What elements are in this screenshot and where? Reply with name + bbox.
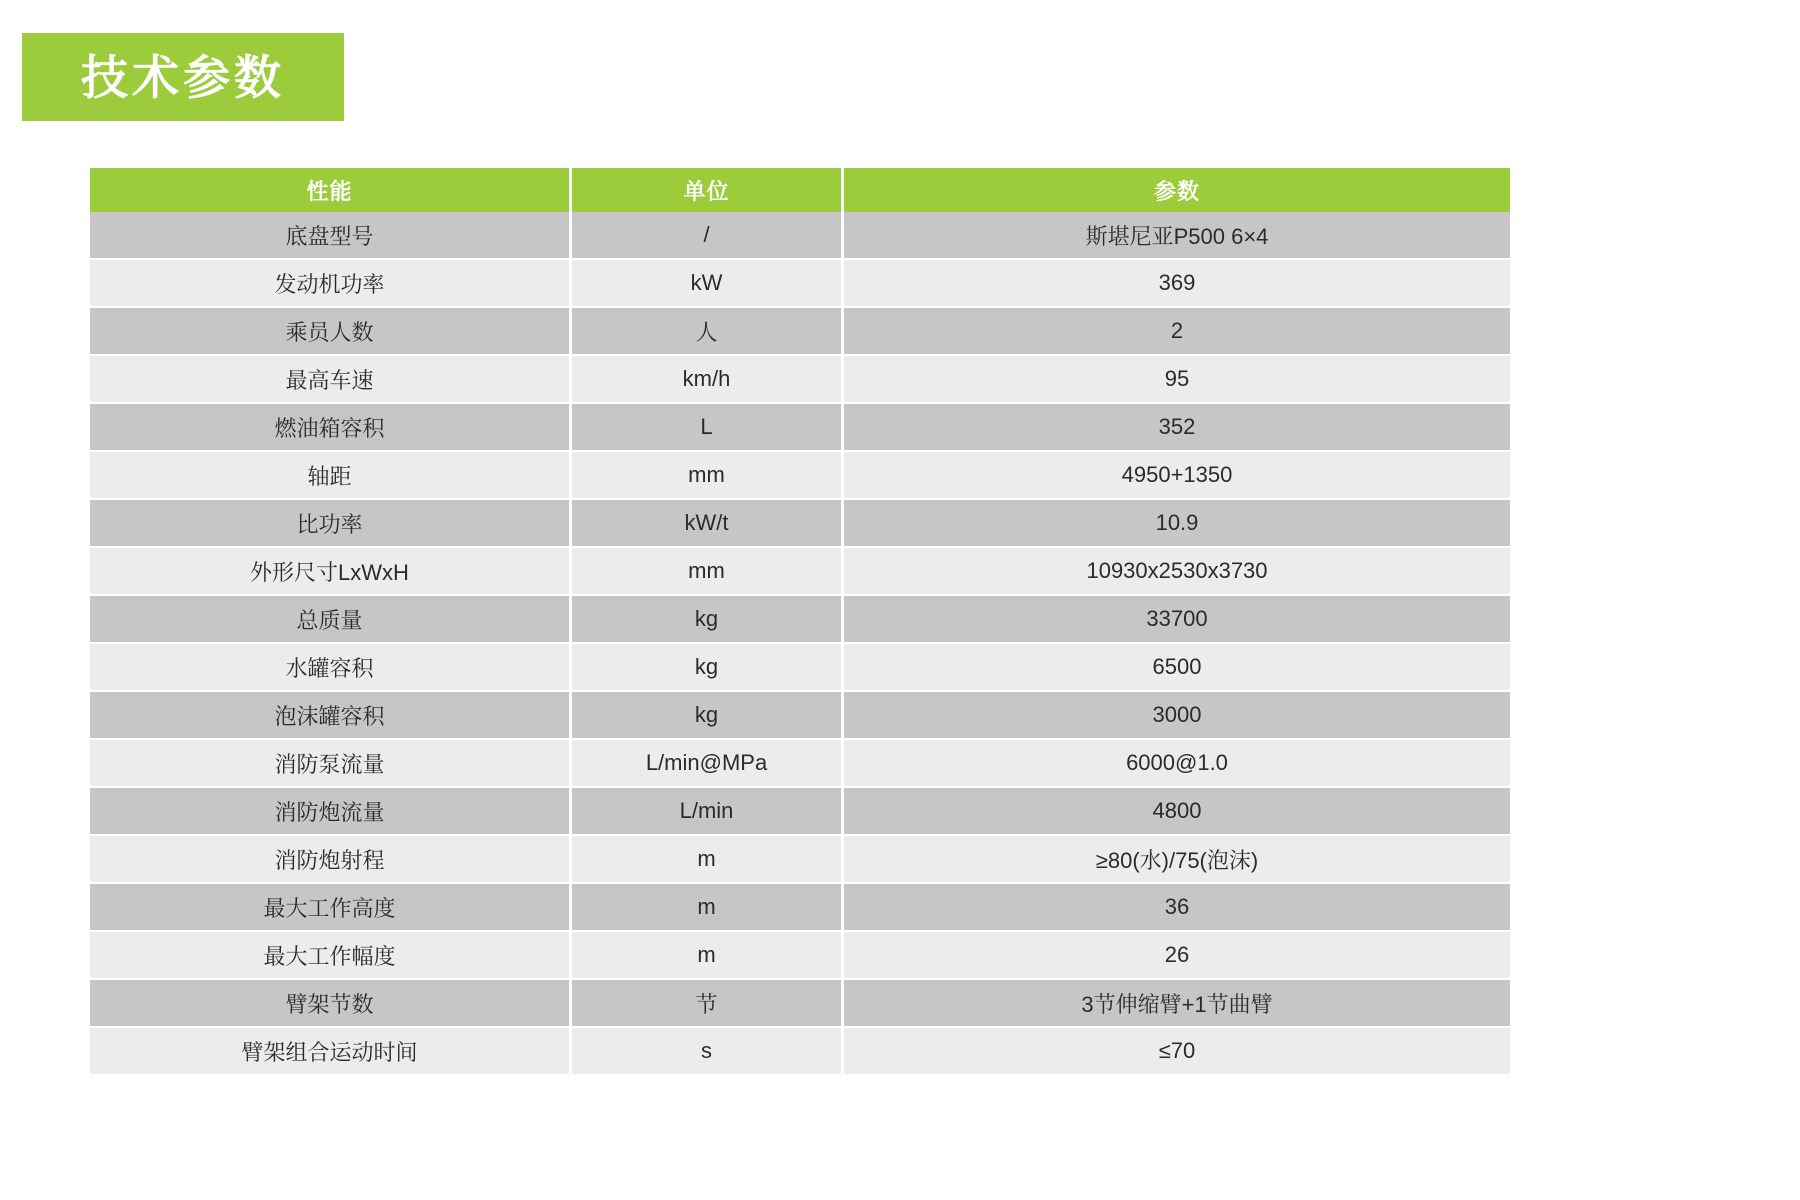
cell-performance: 发动机功率 (90, 260, 572, 308)
cell-value: 33700 (844, 596, 1510, 644)
column-header-performance: 性能 (90, 168, 572, 212)
cell-performance: 乘员人数 (90, 308, 572, 356)
cell-performance: 底盘型号 (90, 212, 572, 260)
cell-performance: 消防泵流量 (90, 740, 572, 788)
table-header-row (90, 168, 1510, 212)
cell-unit: kW/t (572, 500, 844, 548)
table-row (90, 1028, 1510, 1076)
cell-value: 352 (844, 404, 1510, 452)
cell-unit: m (572, 884, 844, 932)
table-row (90, 644, 1510, 692)
cell-unit: 节 (572, 980, 844, 1028)
cell-value: 6500 (844, 644, 1510, 692)
cell-unit: mm (572, 452, 844, 500)
table-row (90, 884, 1510, 932)
cell-value: 95 (844, 356, 1510, 404)
cell-performance: 外形尺寸LxWxH (90, 548, 572, 596)
table-row (90, 548, 1510, 596)
cell-unit: kg (572, 692, 844, 740)
cell-value: 10930x2530x3730 (844, 548, 1510, 596)
cell-unit: m (572, 836, 844, 884)
cell-performance: 泡沫罐容积 (90, 692, 572, 740)
table-body (90, 212, 1510, 1076)
cell-unit: L/min (572, 788, 844, 836)
table-row (90, 500, 1510, 548)
cell-performance: 轴距 (90, 452, 572, 500)
cell-value: 4950+1350 (844, 452, 1510, 500)
cell-unit: s (572, 1028, 844, 1076)
table-row (90, 452, 1510, 500)
cell-value: 26 (844, 932, 1510, 980)
cell-value: ≤70 (844, 1028, 1510, 1076)
cell-unit: kW (572, 260, 844, 308)
table-row (90, 260, 1510, 308)
cell-value: 3节伸缩臂+1节曲臂 (844, 980, 1510, 1028)
cell-performance: 最大工作高度 (90, 884, 572, 932)
cell-unit: L/min@MPa (572, 740, 844, 788)
cell-value: 斯堪尼亚P500 6×4 (844, 212, 1510, 260)
column-header-unit: 单位 (572, 168, 844, 212)
cell-performance: 臂架组合运动时间 (90, 1028, 572, 1076)
table-row (90, 836, 1510, 884)
cell-unit: kg (572, 644, 844, 692)
column-header-parameter: 参数 (844, 168, 1510, 212)
table-row (90, 212, 1510, 260)
table-row (90, 308, 1510, 356)
cell-value: 369 (844, 260, 1510, 308)
table-row (90, 404, 1510, 452)
cell-unit: L (572, 404, 844, 452)
cell-value: 2 (844, 308, 1510, 356)
cell-unit: m (572, 932, 844, 980)
cell-performance: 最高车速 (90, 356, 572, 404)
cell-value: 36 (844, 884, 1510, 932)
cell-value: 3000 (844, 692, 1510, 740)
cell-unit: 人 (572, 308, 844, 356)
cell-performance: 燃油箱容积 (90, 404, 572, 452)
cell-performance: 水罐容积 (90, 644, 572, 692)
cell-value: 6000@1.0 (844, 740, 1510, 788)
table-row (90, 788, 1510, 836)
cell-value: ≥80(水)/75(泡沫) (844, 836, 1510, 884)
cell-value: 4800 (844, 788, 1510, 836)
technical-parameters-table (90, 168, 1510, 1076)
cell-performance: 消防炮流量 (90, 788, 572, 836)
table-row (90, 692, 1510, 740)
cell-performance: 最大工作幅度 (90, 932, 572, 980)
table-row (90, 932, 1510, 980)
table-row (90, 980, 1510, 1028)
cell-unit: kg (572, 596, 844, 644)
page-title: 技术参数 (81, 50, 285, 104)
cell-performance: 比功率 (90, 500, 572, 548)
cell-performance: 消防炮射程 (90, 836, 572, 884)
cell-unit: km/h (572, 356, 844, 404)
table-row (90, 356, 1510, 404)
table-row (90, 596, 1510, 644)
cell-unit: / (572, 212, 844, 260)
cell-value: 10.9 (844, 500, 1510, 548)
cell-unit: mm (572, 548, 844, 596)
cell-performance: 总质量 (90, 596, 572, 644)
cell-performance: 臂架节数 (90, 980, 572, 1028)
table-row (90, 740, 1510, 788)
page-title-banner (22, 33, 344, 121)
